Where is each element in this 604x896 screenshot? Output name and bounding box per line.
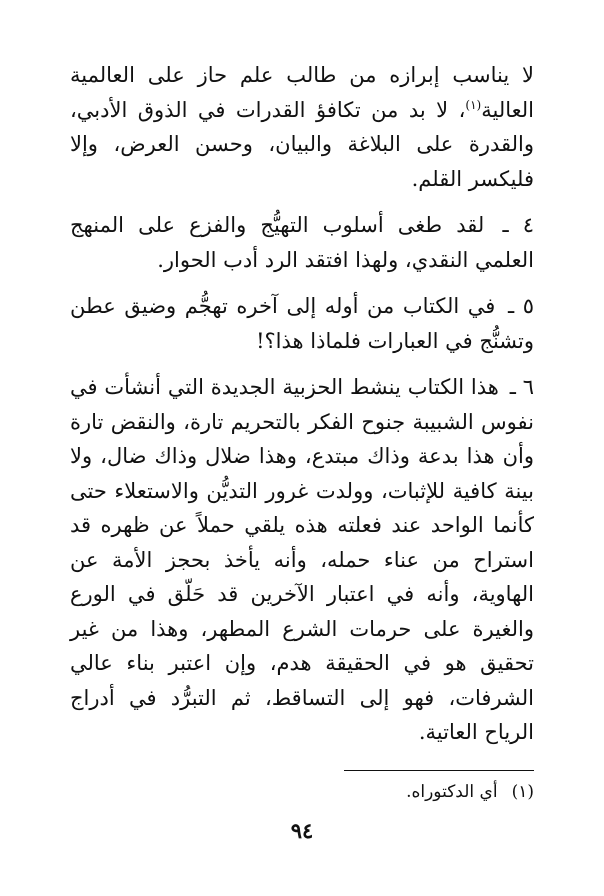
numbered-point-4 — [70, 208, 534, 277]
paragraph-text: لا يناسب إبرازه من طالب علم حاز على العالمية العالية — [70, 63, 534, 122]
point-text: في الكتاب من أوله إلى آخره تهجُّم وضيق عطن وتشنُّج في العبارات فلماذا هذا؟! — [70, 294, 534, 353]
paragraph-text-after-note: ، لا بد من تكافؤ القدرات في الذوق الأدبي، والقدرة على البلاغة والبيان، وحسن العرض، وإلا فليكسر القلم. — [70, 97, 534, 191]
numbered-point-5 — [70, 289, 534, 358]
page-number: ٩٤ — [290, 818, 314, 843]
footnote-text: أي الدكتوراه. — [406, 782, 498, 802]
footnote-reference[interactable]: (١) — [465, 97, 482, 112]
point-number: ٥ ـ — [507, 294, 534, 318]
numbered-point-6 — [70, 370, 534, 750]
page-body — [70, 58, 534, 750]
footnote-mark: (١) — [511, 782, 534, 802]
footnote-divider — [344, 770, 534, 771]
point-text: هذا الكتاب ينشط الحزبية الجديدة التي أنشأت في نفوس الشبيبة جنوح الفكر بالتحريم تارة، والنقض تارة وأن هذا بدعة وذاك مبتدع، وهذا ضلال وذاك ضال، ولا بينة كافية للإثبات، وولدت غرور التديُّن والاستعلاء حتى كأنما الواحد عند فعلته هذه يلقي حملاً عن ظهره قد استراح من عناء حمله، وأنه يأخذ بحجز الأمة عن الهاوية، وأنه في اعتبار الآخرين قد حَلّق في الورع والغيرة على حرمات الشرع المطهر، وهذا من غير تحقيق هو في الحقيقة هدم، وإن اعتبر بناء عالي الشرفات، فهو إلى التساقط، ثم التبرُّد في أدراج الرياح العاتية. — [70, 375, 534, 744]
point-number: ٦ ـ — [509, 375, 534, 399]
footnote — [70, 780, 534, 804]
point-number: ٤ ـ — [502, 213, 534, 237]
paragraph-continued — [70, 58, 534, 196]
point-text: لقد طغى أسلوب التهيُّج والفزع على المنهج العلمي النقدي، ولهذا افتقد الرد أدب الحوار. — [70, 213, 534, 272]
